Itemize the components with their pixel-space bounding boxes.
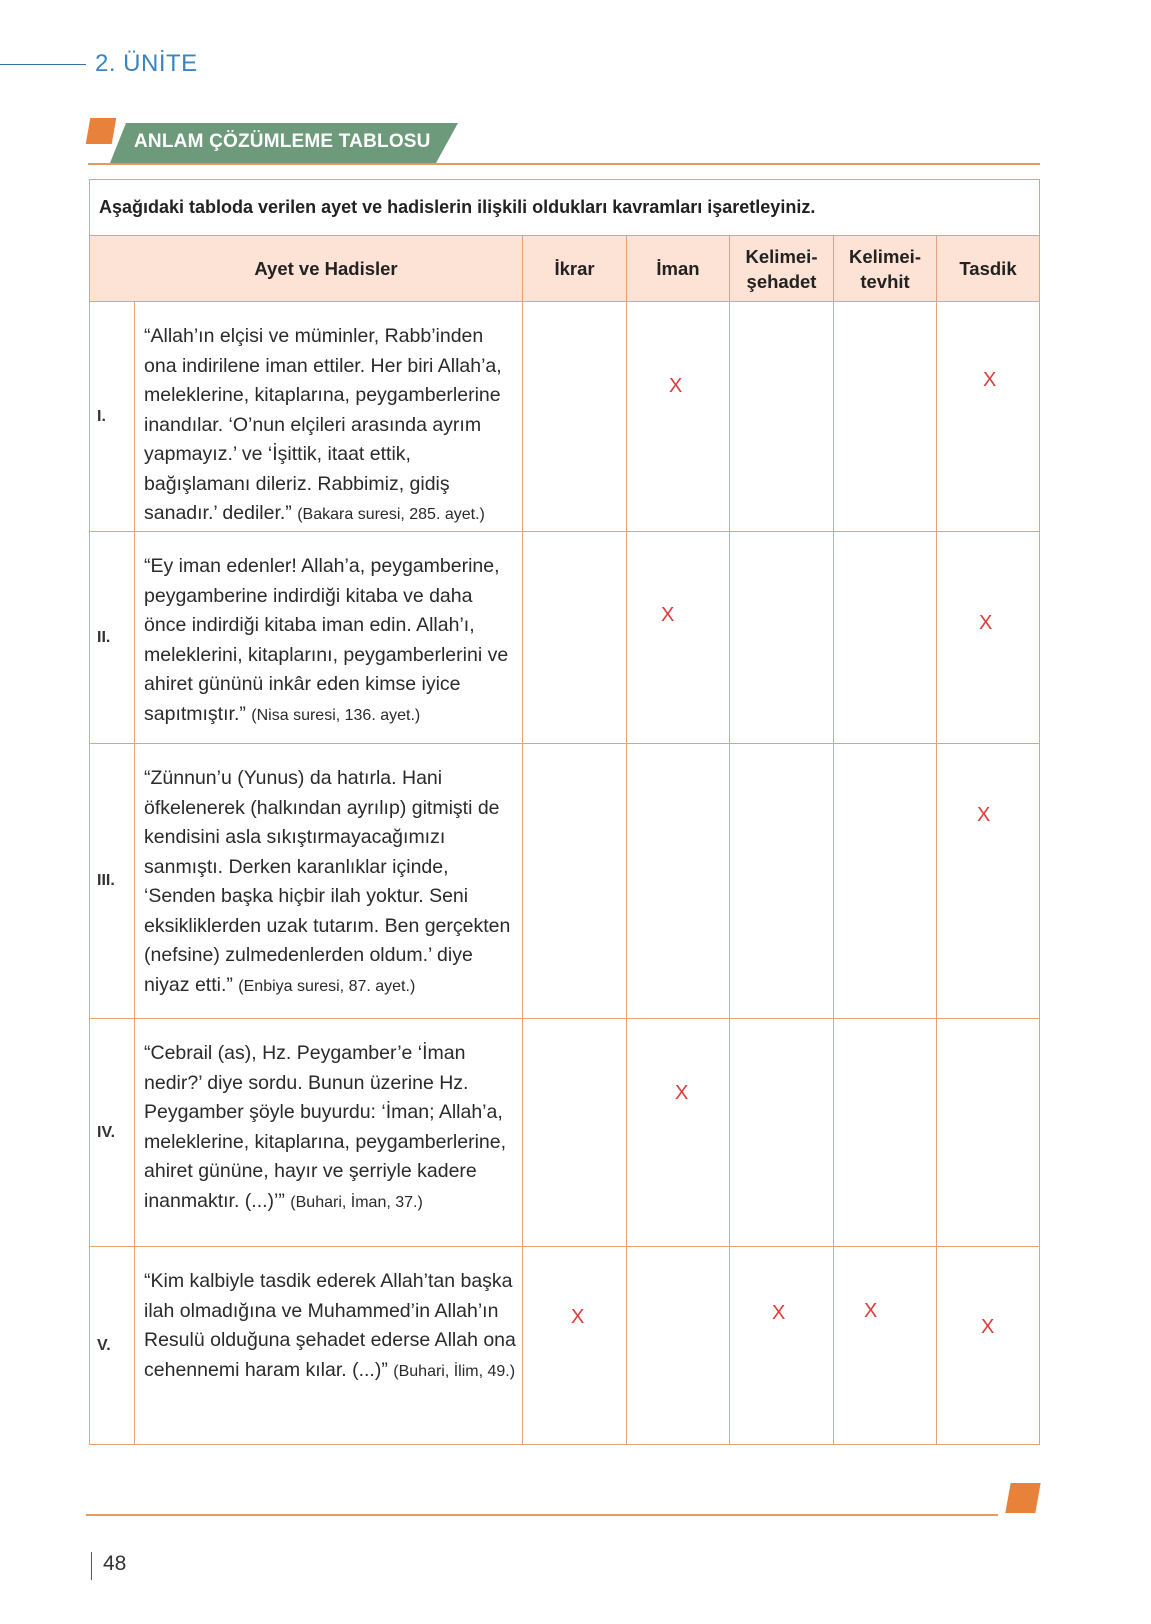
unit-rule [0, 64, 86, 65]
row-number: II. [90, 532, 135, 743]
section-marker [86, 118, 117, 144]
header-tasdik: Tasdik [936, 236, 1039, 301]
row-quote: “Zünnun’u (Yunus) da hatırla. Hani öfkelenerek (halkından ayrılıp) gitmişti de kendisini asla sıkıştırmayacağımızı sanmıştı. Derken karanlıklar içinde, ‘Senden başka hiçbir ilah yoktur. Seni eksikliklerden uzak tutarım. Ben gerçekten (nefsine) zulmedenlerden oldum.’ diye niyaz etti.” [144, 767, 511, 996]
mark-x: X [981, 1316, 995, 1338]
cell-kelimei-sehadet [729, 302, 833, 531]
cell-ikrar [522, 1247, 626, 1444]
table-row [90, 1019, 1039, 1247]
cell-iman [626, 302, 729, 531]
mark-x: X [979, 612, 993, 634]
mark-x: X [983, 369, 997, 391]
table-row [90, 1247, 1039, 1444]
cell-tasdik [936, 1247, 1039, 1444]
cell-kelimei-tevhit [833, 532, 936, 743]
row-source: (Enbiya suresi, 87. ayet.) [238, 977, 416, 995]
header-kelimei-tevhit [833, 236, 936, 301]
cell-iman [626, 1019, 729, 1246]
row-quote: “Cebrail (as), Hz. Peygamber’e ‘İman nedir?’ diye sordu. Bunun üzerine Hz. Peygamber şöyle buyurdu: ‘İman; Allah’a, meleklerine, kitaplarına, peygamberlerine, ahiret gününe, hayır ve şerriyle kadere inanmaktır. (...)’” [144, 1042, 507, 1212]
cell-tasdik [936, 532, 1039, 743]
row-text [135, 1019, 522, 1246]
section-title: ANLAM ÇÖZÜMLEME TABLOSU [134, 131, 431, 152]
cell-tasdik [936, 1019, 1039, 1246]
unit-title: 2. ÜNİTE [95, 50, 198, 77]
header-kelimei-sehadet-line1: Kelimei- [745, 245, 818, 267]
mark-x: X [661, 604, 675, 626]
mark-x: X [675, 1082, 689, 1104]
cell-iman [626, 532, 729, 743]
cell-kelimei-tevhit [833, 302, 936, 531]
header-iman: İman [626, 236, 729, 301]
header-ayet-hadisler: Ayet ve Hadisler [254, 258, 398, 279]
row-number: III. [90, 744, 135, 1018]
cell-ikrar [522, 1019, 626, 1246]
section-rule [88, 163, 1040, 165]
row-quote: “Allah’ın elçisi ve müminler, Rabb’inden ona indirilene iman ettiler. Her biri Allah’a, meleklerine, kitaplarına, peygamberlerine inandılar. ‘O’nun elçileri arasında ayrım yapmayız.’ ve ‘İşittik, itaat ettik, bağışlamanı dileriz. Rabbimiz, gidiş sanadır.’ dediler.” [144, 325, 502, 524]
cell-tasdik [936, 302, 1039, 531]
cell-iman [626, 744, 729, 1018]
cell-ikrar [522, 744, 626, 1018]
table-instruction: Aşağıdaki tabloda verilen ayet ve hadislerin ilişkili oldukları kavramları işaretleyiniz. [90, 180, 1039, 236]
page-number-divider [91, 1552, 92, 1580]
row-number: V. [90, 1247, 135, 1444]
row-quote: “Kim kalbiyle tasdik ederek Allah’tan başka ilah olmadığına ve Muhammed’in Allah’ın Resulü olduğuna şehadet ederse Allah ona cehennemi haram kılar. (...)” [144, 1270, 516, 1381]
header-kelimei-sehadet [729, 236, 833, 301]
footer-rule [86, 1514, 998, 1516]
header-ikrar: İkrar [522, 236, 626, 301]
page-number: 48 [103, 1552, 127, 1575]
table-row [90, 302, 1039, 532]
table-header-row [90, 236, 1039, 302]
row-text [135, 532, 522, 743]
mark-x: X [864, 1300, 878, 1322]
row-source: (Buhari, İman, 37.) [290, 1193, 423, 1211]
cell-kelimei-tevhit [833, 1019, 936, 1246]
cell-ikrar [522, 532, 626, 743]
header-kelimei-sehadet-line2: şehadet [746, 270, 817, 292]
header-kelimei-tevhit-line2: tevhit [860, 270, 910, 292]
row-number: IV. [90, 1019, 135, 1246]
cell-iman [626, 1247, 729, 1444]
row-number: I. [90, 302, 135, 531]
table-row [90, 744, 1039, 1019]
row-source: (Bakara suresi, 285. ayet.) [297, 506, 485, 523]
cell-kelimei-tevhit [833, 744, 936, 1018]
cell-kelimei-sehadet [729, 1019, 833, 1246]
row-text [135, 1247, 522, 1444]
table-row [90, 532, 1039, 744]
cell-kelimei-sehadet [729, 744, 833, 1018]
cell-tasdik [936, 744, 1039, 1018]
row-source: (Buhari, İlim, 49.) [393, 1362, 516, 1380]
row-text [135, 744, 522, 1018]
analysis-table [89, 179, 1040, 1445]
mark-x: X [977, 804, 991, 826]
mark-x: X [669, 375, 683, 397]
mark-x: X [571, 1306, 585, 1328]
cell-ikrar [522, 302, 626, 531]
row-text [135, 302, 522, 531]
cell-kelimei-sehadet [729, 532, 833, 743]
row-quote: “Ey iman edenler! Allah’a, peygamberine, peygamberine indirdiği kitaba ve daha önce indirdiği kitaba iman edin. Allah’ı, meleklerini, kitaplarını, peygamberlerini ve ahiret gününü inkâr eden kimse iyice sapıtmıştır.” [144, 555, 509, 725]
mark-x: X [772, 1302, 786, 1324]
footer-marker [1005, 1483, 1040, 1513]
header-kelimei-tevhit-line1: Kelimei- [849, 245, 921, 267]
cell-kelimei-tevhit [833, 1247, 936, 1444]
cell-kelimei-sehadet [729, 1247, 833, 1444]
row-source: (Nisa suresi, 136. ayet.) [251, 706, 421, 724]
